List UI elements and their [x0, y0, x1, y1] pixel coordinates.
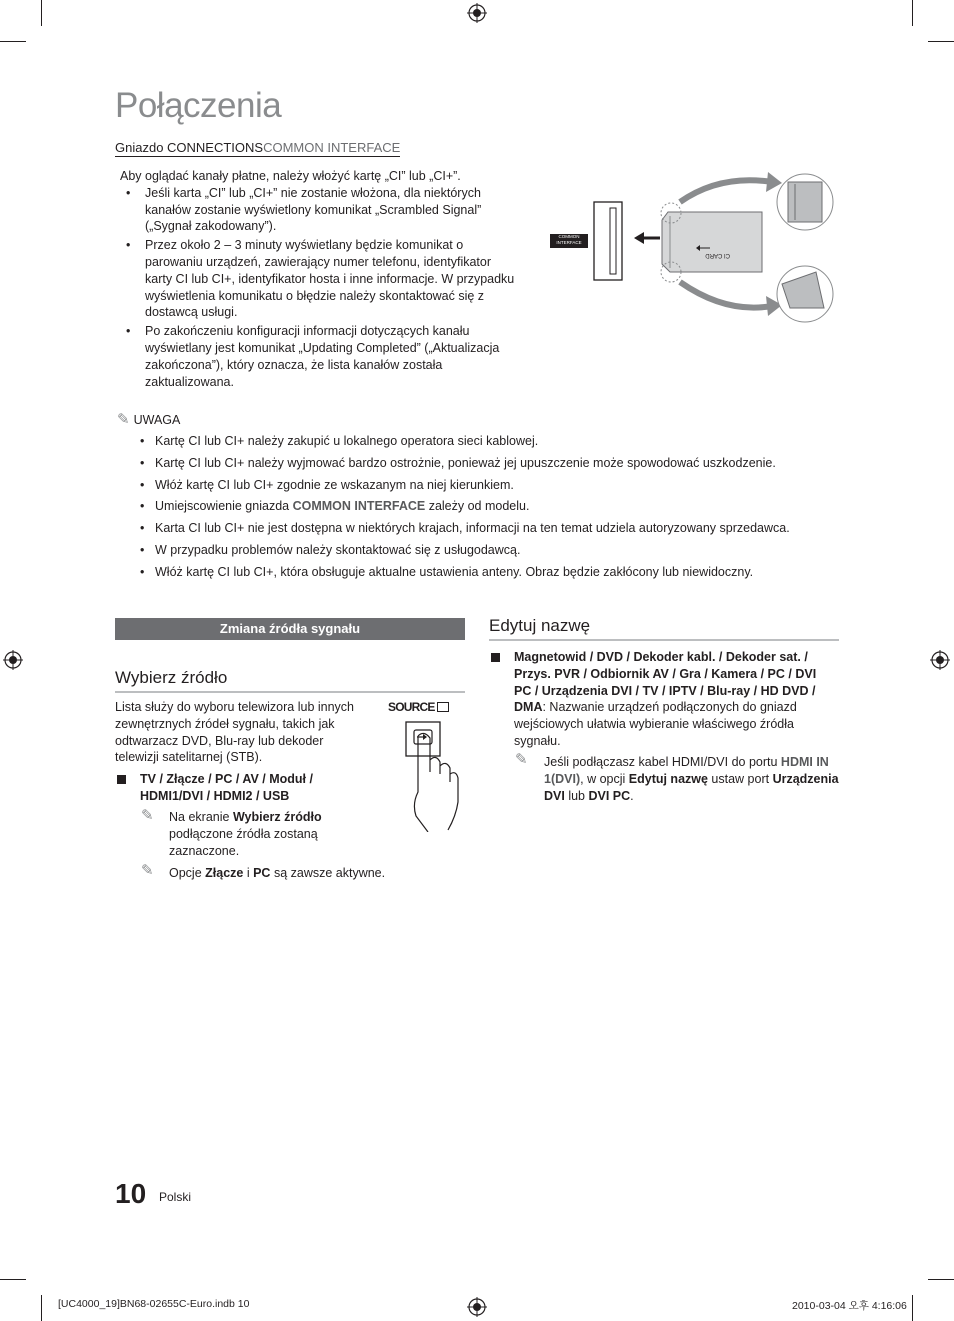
right-note: [544, 754, 842, 804]
note-text: Umiejscowienie gniazda: [155, 499, 293, 514]
device-list-bold: Magnetowid / DVD / Dekoder kabl. / Dekoder sat. / Przys. PVR / Odbiornik AV / Gra / Kamera / PC / DVI PC / Urządzenia DVI / TV / IPTV / Blu-ray / HD DVD / DMA: [514, 650, 817, 715]
crop-mark: [928, 1279, 954, 1280]
ci-card-illustration: [550, 168, 840, 328]
note-bold: PC: [253, 866, 271, 880]
note-text: i: [243, 866, 254, 880]
note-text: , w opcji: [580, 771, 629, 786]
note-text: W przypadku problemów należy skontaktować się z usługodawcą.: [155, 542, 521, 557]
pencil-icon: ✎: [515, 751, 528, 768]
left-note-1: [169, 809, 359, 859]
list-item: • Jeśli karta „CI” lub „CI+” nie zostanie włożona, dla niektórych kanałów zostanie wyświetlony komunikat „Scrambled Signal” („Sygnał zakodowany”).: [120, 185, 520, 235]
left-note-2: [169, 865, 449, 882]
ci-card-diagram: [550, 168, 840, 328]
note-text: Włóż kartę CI lub CI+, która obsługuje aktualne ustawienia anteny. Obraz będzie zakłócony lub niewidoczny.: [155, 564, 754, 579]
note-bold: Złącze: [205, 866, 244, 880]
page-number: 10: [115, 1178, 147, 1209]
note-text: ustaw port: [707, 771, 773, 786]
page-language: Polski: [159, 1190, 192, 1204]
note-text: Jeśli podłączasz kabel HDMI/DVI do portu: [544, 755, 781, 769]
item-description: : Nazwanie urządzeń podłączonych do gniazd wejściowych ułatwia wybieranie właściwego źródła sygnału.: [514, 700, 797, 748]
list-item: [139, 520, 790, 542]
note-bold: Wybierz źródło: [232, 810, 322, 824]
list-item: • Po zakończeniu konfiguracji informacji dotyczących kanału wyświetlany jest komunikat „Updating Completed” („Aktualizacja zakończona”), który oznacza, że lista kanałów została zaktualizowana.: [120, 323, 520, 390]
source-label-text: SOURCE: [388, 700, 435, 714]
square-bullet-icon: [117, 775, 126, 784]
registration-mark-icon: [3, 650, 23, 670]
note-list: [139, 433, 790, 586]
pencil-icon: ✎: [141, 862, 154, 879]
common-interface-port-label: [550, 234, 588, 248]
left-lead-text: Lista służy do wyboru telewizora lub innych zewnętrznych źródeł sygnału, takich jak odtwarzacz DVD, Blu-ray lub dekoder telewizji satelitarnej (STB).: [115, 700, 355, 765]
hand-pressing-button-icon: [388, 716, 464, 832]
note-highlight: HDMI IN 1(DVI): [544, 755, 829, 786]
note-heading: [117, 410, 180, 428]
note-text: podłączone źródła zostaną zaznaczone.: [169, 826, 318, 858]
registration-mark-icon: [930, 650, 950, 670]
list-item: [139, 433, 790, 455]
intro-text: [120, 168, 520, 390]
note-text: są zawsze aktywne.: [270, 866, 386, 880]
section-heading-edytuj-nazwe: Edytuj nazwę: [489, 616, 839, 641]
subtitle-prefix: Gniazdo CONNECTIONS: [115, 140, 264, 155]
list-item: [139, 477, 790, 499]
registration-mark-icon: [467, 1297, 487, 1317]
list-item: [139, 455, 790, 477]
note-bold: Urządzenia DVI: [544, 771, 839, 803]
port-label-text: COMMON INTERFACE: [556, 234, 582, 245]
note-heading-text: UWAGA: [133, 413, 181, 427]
crop-mark: [0, 1279, 26, 1280]
note-text: Włóż kartę CI lub CI+ zgodnie ze wskazanym na niej kierunkiem.: [155, 477, 514, 492]
source-label: [388, 700, 449, 714]
note-bold: DVI PC: [588, 788, 631, 803]
subtitle-suffix: COMMON INTERFACE: [263, 140, 401, 155]
intro-lead: Aby oglądać kanały płatne, należy włożyć kartę „CI” lub „CI+”.: [120, 169, 461, 183]
list-item: [139, 564, 790, 586]
section-subtitle: [115, 140, 400, 157]
crop-mark: [0, 41, 26, 42]
note-text: Karta CI lub CI+ nie jest dostępna w niektórych krajach, informacji na ten temat udziela autoryzowany sprzedawca.: [155, 521, 790, 536]
print-timestamp: 2010-03-04 오후 4:16:06: [792, 1300, 907, 1312]
source-list-item: TV / Złącze / PC / AV / Moduł / HDMI1/DVI / HDMI2 / USB: [140, 772, 313, 803]
section-bar: Zmiana źródła sygnału: [115, 618, 465, 640]
note-bold: Edytuj nazwę: [628, 771, 708, 786]
crop-mark: [928, 41, 954, 42]
registration-mark-icon: [467, 3, 487, 23]
pencil-icon: ✎: [117, 411, 130, 428]
note-text: Kartę CI lub CI+ należy zakupić u lokalnego operatora sieci kablowej.: [155, 434, 539, 448]
note-text: Na ekranie: [169, 810, 233, 824]
source-icon: [437, 702, 449, 712]
list-item: • Przez około 2 – 3 minuty wyświetlany będzie komunikat o parowaniu urządzeń, zawierający numer telefonu, identyfikator karty CI lub CI+, identyfikator hosta i inne informacje. W przypadku wyświetlenia komunikatu o błędzie należy skontaktować się z dostawcą usługi.: [120, 237, 520, 321]
page-title: Połączenia: [115, 86, 282, 125]
list-item: [139, 542, 790, 564]
edit-name-item: [514, 649, 834, 750]
ci-card-label: CI CARD: [705, 252, 730, 258]
note-highlight: COMMON INTERFACE: [292, 499, 426, 514]
intro-bullets: [120, 185, 520, 391]
crop-mark: [912, 1295, 913, 1321]
note-text: lub: [564, 788, 589, 803]
note-text: zależy od modelu.: [425, 499, 530, 514]
note-text: Opcje: [169, 866, 206, 880]
crop-mark: [41, 0, 42, 26]
section-heading-wybierz-zrodlo: Wybierz źródło: [115, 668, 465, 693]
pencil-icon: ✎: [141, 807, 154, 824]
crop-mark: [41, 1295, 42, 1321]
note-text: Kartę CI lub CI+ należy wyjmować bardzo ostrożnie, ponieważ jej upuszczenie może spowodować uszkodzenie.: [155, 455, 776, 470]
square-bullet-icon: [491, 653, 500, 662]
print-file-info: [UC4000_19]BN68-02655C-Euro.indb 10: [58, 1298, 250, 1310]
crop-mark: [912, 0, 913, 26]
list-item: [139, 498, 790, 520]
note-text: .: [630, 788, 634, 803]
source-button-illustration: [388, 700, 464, 832]
